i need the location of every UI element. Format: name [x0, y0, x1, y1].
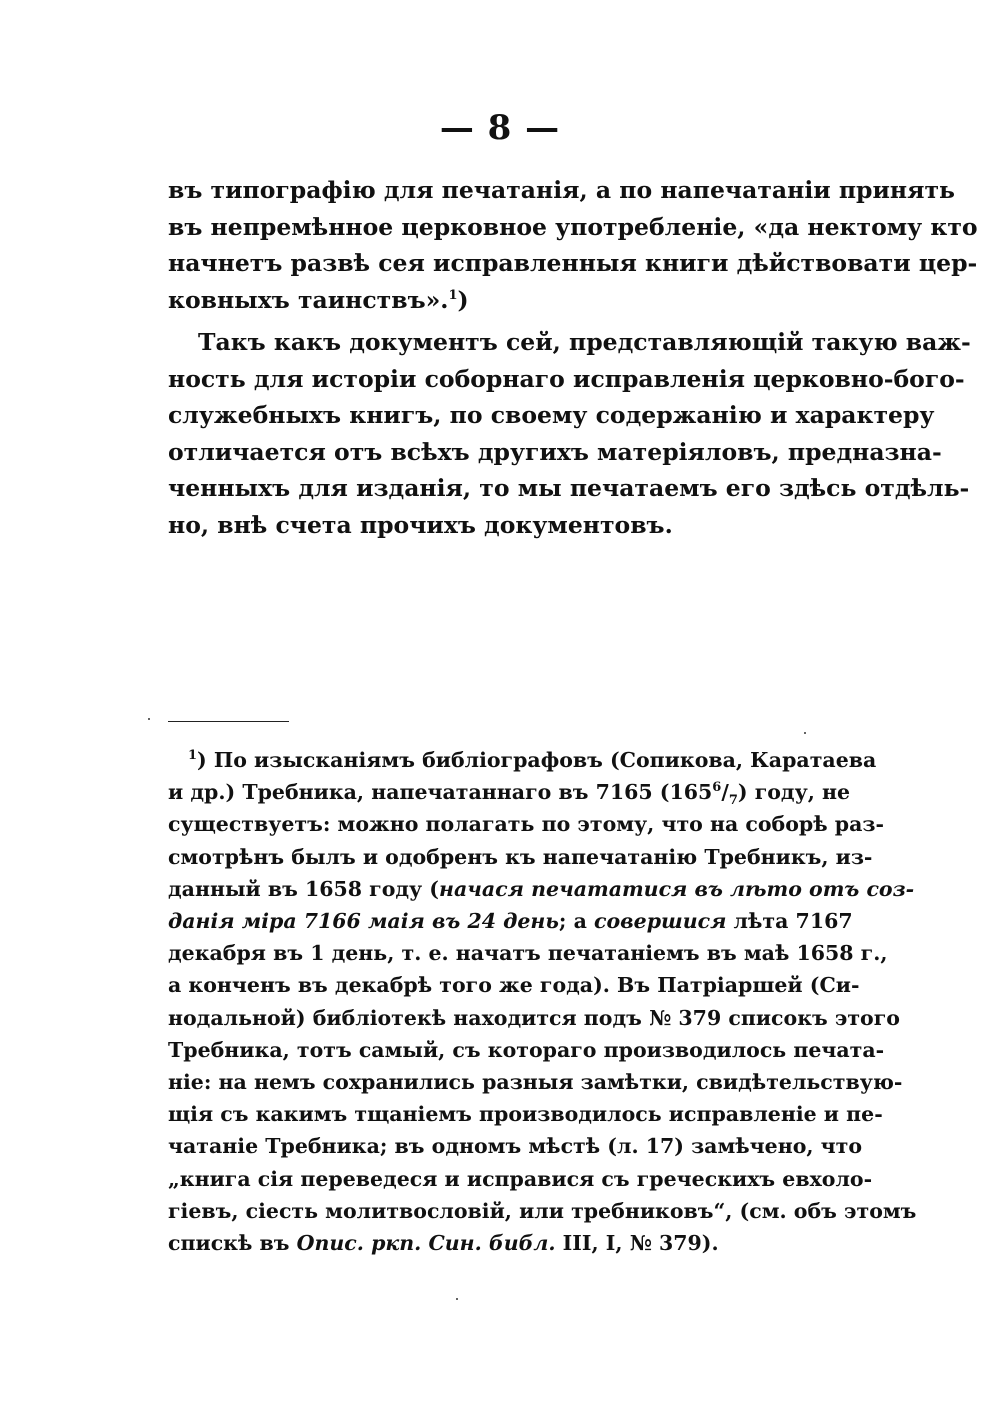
- footnote-line: [168, 873, 915, 905]
- print-speck: [456, 1298, 458, 1300]
- text-line: Такъ какъ документъ сей, представляющій такую важ-: [198, 328, 971, 356]
- text-fragment: ; а: [558, 909, 595, 934]
- main-text: [168, 172, 978, 543]
- text-line: начнетъ развѣ сея исправленныя книги дѣйствовати цер-: [168, 249, 978, 277]
- footnote-line: смотрѣнъ былъ и одобренъ къ напечатанію Требникъ, из-: [168, 844, 873, 869]
- text-line: въ непремѣнное церковное употребленіе, «да нектому кто: [168, 212, 978, 241]
- text-fragment: и др.) Требника, напечатаннаго въ 7165 (165: [168, 780, 713, 805]
- text-line: [168, 282, 840, 319]
- text-line: въ типографію для печатанія, а по напечатаніи принять: [168, 176, 955, 204]
- footnote-line: а конченъ въ декабрѣ того же года). Въ Патріаршей (Си-: [168, 973, 860, 998]
- text-fragment: ) году, не: [737, 780, 851, 805]
- text-fragment: По изысканіямъ библіографовъ (Сопикова, Каратаева: [213, 748, 877, 772]
- print-speck: [148, 718, 150, 720]
- fraction-slash: /: [721, 780, 729, 805]
- footnote-line: декабря въ 1 день, т. е. начатъ печатаніемъ въ маѣ 1658 г.,: [168, 941, 888, 966]
- italic-citation: Опис. ркп. Син. библ.: [296, 1231, 556, 1256]
- text-line: отличается отъ всѣхъ другихъ матеріяловъ, предназна-: [168, 437, 942, 466]
- footnote-line: [168, 905, 853, 937]
- text-fragment: спискѣ въ: [168, 1231, 297, 1256]
- footnote-line: $^1$) По изысканіямъ библіографовъ (Сопикова, Каратаева: [188, 748, 877, 772]
- footnote-separator: [168, 721, 289, 722]
- text-line: ность для исторіи соборнаго исправленія церковно-бого-: [168, 364, 965, 393]
- footnote-reference: 1: [448, 287, 458, 303]
- footnote-line: [168, 776, 851, 809]
- italic-quote: начася печататися въ лѣто отъ соз-: [439, 876, 915, 901]
- italic-quote: данія міра 7166 маія въ 24 день: [168, 909, 559, 934]
- page-number: — 8 —: [439, 108, 561, 148]
- text-line: служебныхъ книгъ, по своему содержанію и характеру: [168, 401, 935, 429]
- footnote-line: щія съ какимъ тщаніемъ производилось исправленіе и пе-: [168, 1102, 883, 1127]
- footnote-line: гіевъ, сіесть молитвословій, или требниковъ“, (см. объ этомъ: [168, 1198, 917, 1223]
- footnote-line: Требника, тотъ самый, съ котораго производилось печата-: [168, 1037, 885, 1062]
- footnote-line: существуетъ: можно полагать по этому, что на соборѣ раз-: [168, 812, 884, 837]
- text-line: ченныхъ для изданія, то мы печатаемъ его здѣсь отдѣль-: [168, 474, 970, 502]
- footnote: [168, 744, 917, 1259]
- print-speck: [804, 732, 806, 734]
- footnote-line: „книга сія переведеся и исправися съ греческихъ евхоло-: [168, 1166, 873, 1191]
- text-fragment: данный въ 1658 году (: [168, 876, 440, 901]
- italic-quote: совершися: [594, 909, 727, 934]
- footnote-line: ніе: на немъ сохранились разныя замѣтки, свидѣтельствую-: [168, 1070, 903, 1095]
- footnote-marker: 1: [188, 748, 198, 764]
- fraction-numerator: 6: [712, 780, 722, 796]
- footnote-reference-paren: ): [457, 285, 469, 314]
- text-fragment: III, I, № 379).: [555, 1231, 719, 1256]
- text-fragment: лѣта 7167: [726, 909, 853, 934]
- footnote-line: [168, 1227, 840, 1259]
- fraction-denominator: 7: [728, 793, 738, 809]
- text-fragment: ковныхъ таинствъ».: [168, 285, 449, 314]
- text-line: но, внѣ счета прочихъ документовъ.: [168, 510, 673, 539]
- footnote-line: нодальной) библіотекѣ находится подъ № 379 списокъ этого: [168, 1005, 900, 1030]
- footnote-line: чатаніе Требника; въ одномъ мѣстѣ (л. 17) замѣчено, что: [168, 1134, 863, 1159]
